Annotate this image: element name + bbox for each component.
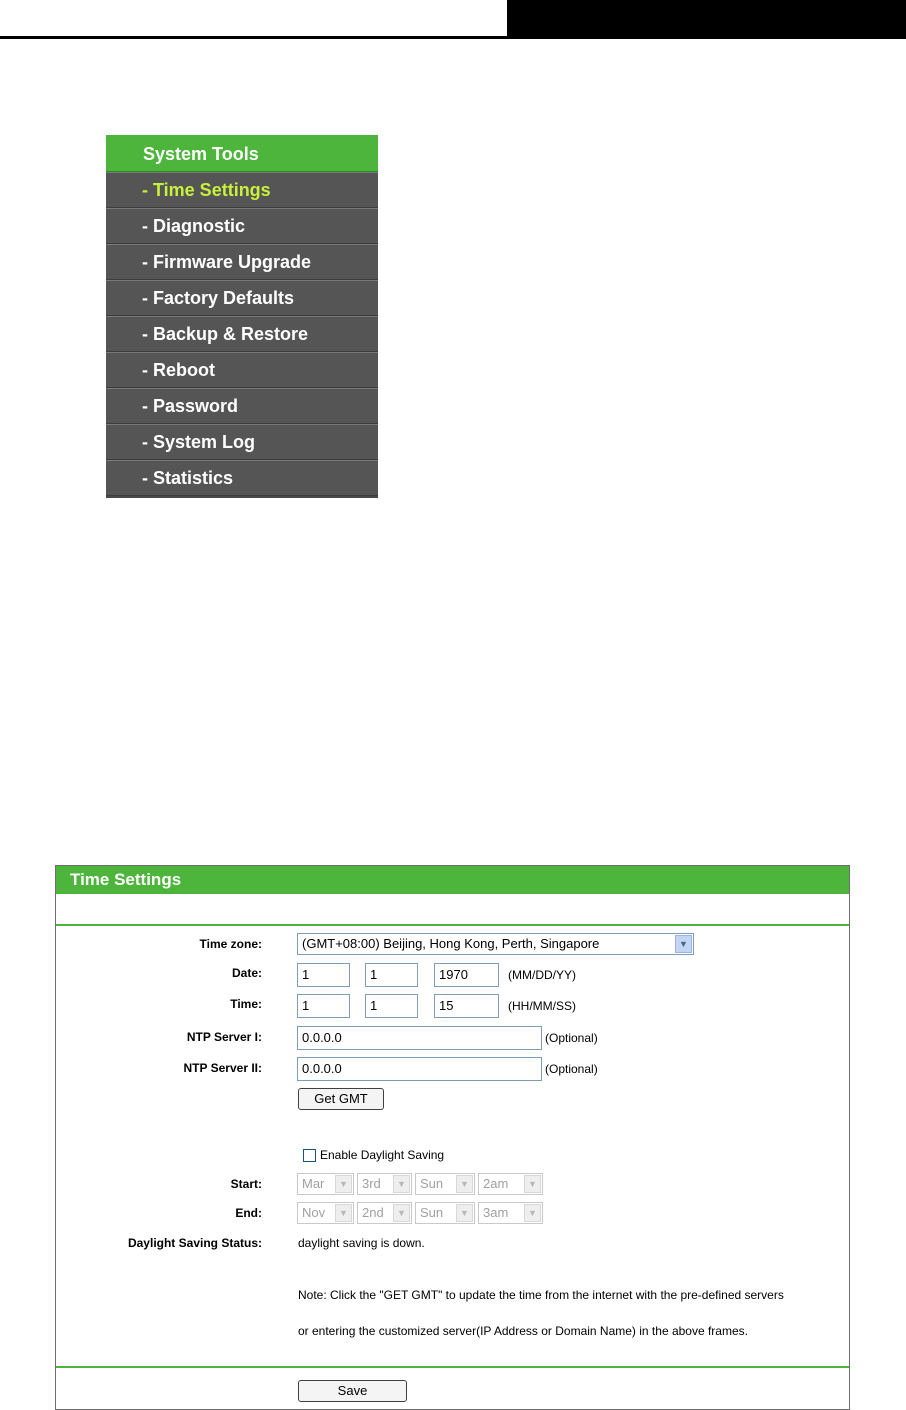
start-week-select[interactable] (357, 1173, 412, 1195)
menu-item-firmware-upgrade[interactable]: - Firmware Upgrade (106, 244, 378, 280)
ntp-server-2-optional: (Optional) (545, 1062, 598, 1076)
menu-item-backup-restore[interactable]: - Backup & Restore (106, 316, 378, 352)
date-label: Date: (231, 966, 262, 980)
system-tools-menu (106, 135, 378, 498)
time-format-hint: (HH/MM/SS) (508, 999, 576, 1013)
chevron-down-icon: ▼ (335, 1175, 352, 1193)
end-day-value: Sun (420, 1205, 444, 1220)
timezone-value: (GMT+08:00) Beijing, Hong Kong, Perth, Singapore (302, 936, 600, 951)
menu-item-reboot[interactable]: - Reboot (106, 352, 378, 388)
get-gmt-button[interactable]: Get GMT (298, 1088, 384, 1110)
page-header-block (507, 0, 906, 39)
date-format-hint: (MM/DD/YY) (508, 968, 576, 982)
menu-item-diagnostic[interactable]: - Diagnostic (106, 208, 378, 244)
chevron-down-icon: ▼ (675, 935, 692, 953)
chevron-down-icon: ▼ (524, 1204, 541, 1222)
menu-item-time-settings[interactable]: - Time Settings (106, 172, 378, 208)
note-line-1: Note: Click the "GET GMT" to update the time from the internet with the pre-defined servers (298, 1288, 784, 1302)
ntp-server-2-label: NTP Server II: (183, 1061, 262, 1075)
date-day-input[interactable]: 1 (365, 963, 418, 987)
time-label: Time: (230, 997, 262, 1011)
daylight-status-value: daylight saving is down. (298, 1236, 425, 1250)
start-day-select[interactable] (415, 1173, 475, 1195)
time-hour-input[interactable]: 1 (297, 994, 350, 1018)
end-hour-select[interactable] (478, 1202, 543, 1224)
chevron-down-icon: ▼ (524, 1175, 541, 1193)
end-month-select[interactable] (297, 1202, 354, 1224)
menu-item-statistics[interactable]: - Statistics (106, 460, 378, 496)
time-second-input[interactable]: 15 (434, 994, 499, 1018)
end-week-value: 2nd (362, 1205, 384, 1220)
start-month-select[interactable] (297, 1173, 354, 1195)
chevron-down-icon: ▼ (456, 1204, 473, 1222)
time-settings-panel (55, 865, 850, 1410)
start-day-value: Sun (420, 1176, 444, 1191)
menu-title: System Tools (106, 135, 378, 172)
ntp-server-1-optional: (Optional) (545, 1031, 598, 1045)
chevron-down-icon: ▼ (393, 1204, 410, 1222)
end-week-select[interactable] (357, 1202, 412, 1224)
date-month-input[interactable]: 1 (297, 963, 350, 987)
time-minute-input[interactable]: 1 (365, 994, 418, 1018)
date-year-input[interactable]: 1970 (434, 963, 499, 987)
menu-item-system-log[interactable]: - System Log (106, 424, 378, 460)
note-line-2: or entering the customized server(IP Address or Domain Name) in the above frames. (298, 1324, 748, 1338)
start-label: Start: (230, 1177, 262, 1191)
timezone-label: Time zone: (199, 937, 262, 951)
page-header-line (0, 36, 906, 39)
end-hour-value: 3am (483, 1205, 509, 1220)
start-week-value: 3rd (362, 1176, 381, 1191)
ntp-server-2-input[interactable]: 0.0.0.0 (297, 1057, 542, 1081)
daylight-saving-label: Enable Daylight Saving (320, 1148, 445, 1162)
daylight-saving-checkbox[interactable] (303, 1149, 316, 1162)
panel-divider (56, 924, 849, 926)
daylight-status-label: Daylight Saving Status: (127, 1236, 262, 1250)
timezone-select[interactable] (297, 933, 694, 955)
menu-item-factory-defaults[interactable]: - Factory Defaults (106, 280, 378, 316)
chevron-down-icon: ▼ (456, 1175, 473, 1193)
end-month-value: Nov (302, 1205, 326, 1220)
menu-item-password[interactable]: - Password (106, 388, 378, 424)
end-label: End: (235, 1206, 262, 1220)
ntp-server-1-label: NTP Server I: (186, 1030, 262, 1044)
chevron-down-icon: ▼ (393, 1175, 410, 1193)
save-button[interactable]: Save (298, 1380, 407, 1402)
start-month-value: Mar (302, 1176, 325, 1191)
start-hour-value: 2am (483, 1176, 509, 1191)
end-day-select[interactable] (415, 1202, 475, 1224)
start-hour-select[interactable] (478, 1173, 543, 1195)
panel-divider-bottom (56, 1366, 849, 1368)
chevron-down-icon: ▼ (335, 1204, 352, 1222)
ntp-server-1-input[interactable]: 0.0.0.0 (297, 1026, 542, 1050)
panel-title: Time Settings (56, 866, 849, 894)
